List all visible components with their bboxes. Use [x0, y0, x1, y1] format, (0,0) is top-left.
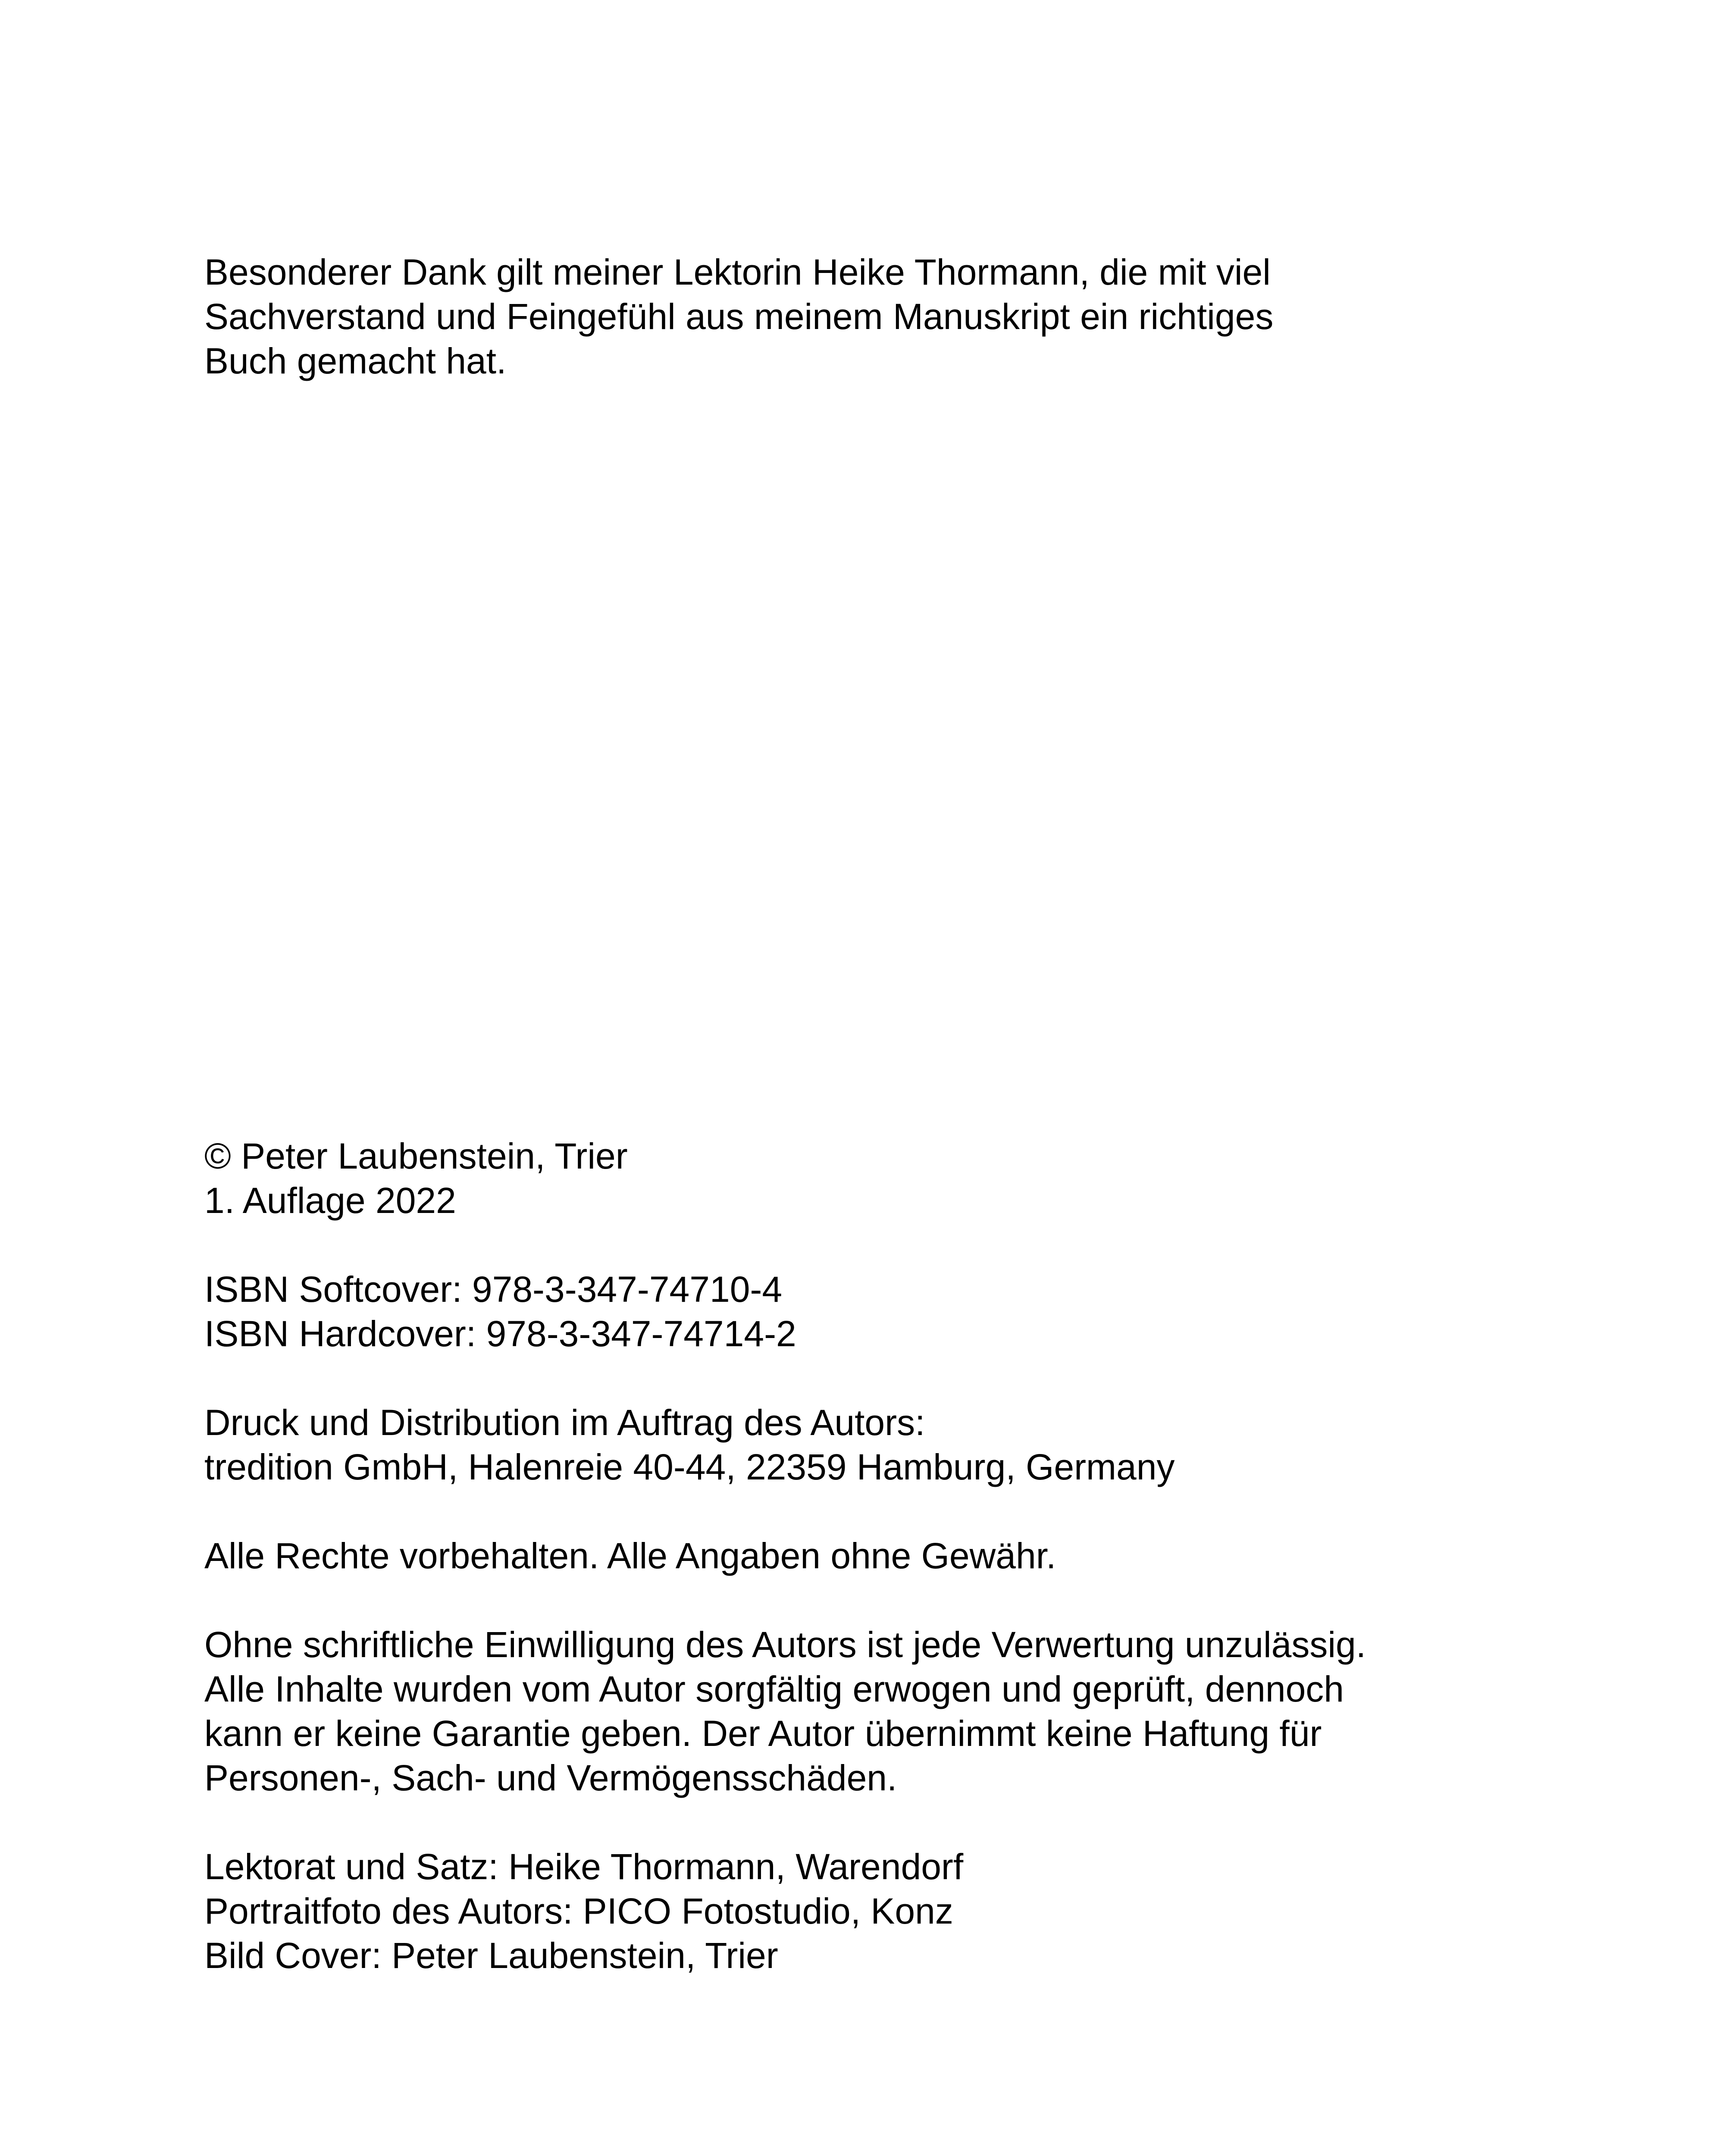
publisher-address: tredition GmbH, Halenreie 40-44, 22359 Hamburg, Germany	[204, 1447, 1175, 1487]
acknowledgement-line: Buch gemacht hat.	[204, 341, 507, 381]
credit-line: Bild Cover: Peter Laubenstein, Trier	[204, 1935, 778, 1976]
edition-line: 1. Auflage 2022	[204, 1180, 456, 1221]
spacer	[204, 1223, 1541, 1267]
credit-line: Lektorat und Satz: Heike Thormann, Warendorf	[204, 1846, 964, 1887]
disclaimer-line: Ohne schriftliche Einwilligung des Autors ist jede Verwertung unzulässig.	[204, 1624, 1366, 1665]
spacer	[204, 1356, 1541, 1401]
spacer	[204, 1578, 1541, 1623]
disclaimer-line: Alle Inhalte wurden vom Autor sorgfältig erwogen und geprüft, dennoch	[204, 1669, 1344, 1709]
credit-line: Portraitfoto des Autors: PICO Fotostudio, Konz	[204, 1891, 953, 1931]
disclaimer-line: kann er keine Garantie geben. Der Autor übernimmt keine Haftung für	[204, 1713, 1322, 1754]
disclaimer-line: Personen-, Sach- und Vermögensschäden.	[204, 1758, 897, 1798]
spacer	[204, 1800, 1541, 1845]
copyright-line: © Peter Laubenstein, Trier	[204, 1136, 628, 1176]
spacer	[204, 1489, 1541, 1534]
acknowledgement-paragraph	[204, 250, 1541, 383]
isbn-softcover: ISBN Softcover: 978-3-347-74710-4	[204, 1269, 783, 1310]
imprint-section	[204, 1134, 1541, 1978]
acknowledgement-line: Besonderer Dank gilt meiner Lektorin Heike Thormann, die mit viel	[204, 252, 1271, 292]
isbn-hardcover: ISBN Hardcover: 978-3-347-74714-2	[204, 1313, 796, 1354]
acknowledgement-line: Sachverstand und Feingefühl aus meinem Manuskript ein richtiges	[204, 296, 1274, 337]
rights-notice: Alle Rechte vorbehalten. Alle Angaben ohne Gewähr.	[204, 1536, 1056, 1576]
distribution-line: Druck und Distribution im Auftrag des Autors:	[204, 1402, 925, 1443]
